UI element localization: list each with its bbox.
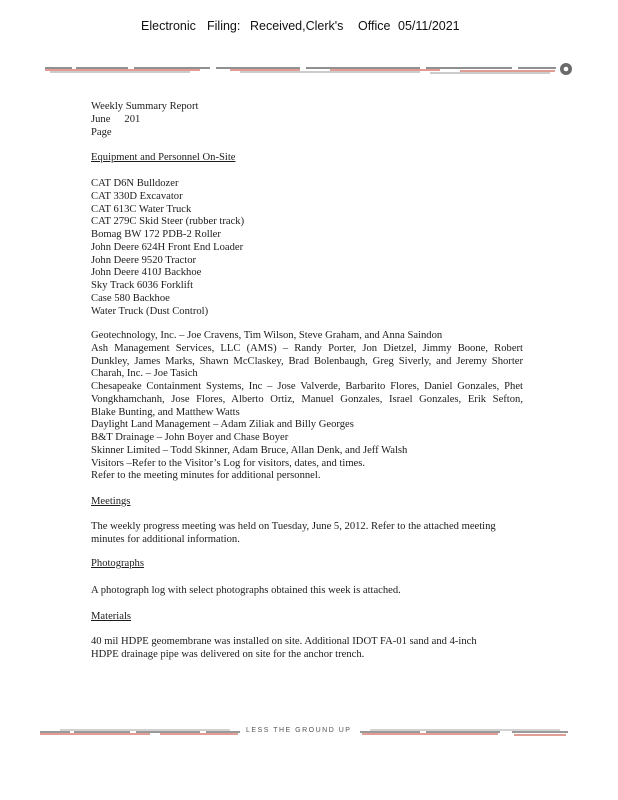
personnel-line: Blake Bunting, and Matthew Watts: [91, 406, 240, 418]
section-title-materials: Materials: [91, 611, 132, 622]
report-header: [91, 101, 523, 139]
personnel-line: Geotechnology, Inc. – Joe Cravens, Tim Wilson, Steve Graham, and Anna Saindon: [91, 330, 443, 341]
stamp-filing: Filing:: [207, 19, 241, 33]
personnel-line: Refer to the meeting minutes for additional personnel.: [91, 470, 321, 482]
equipment-item: Sky Track 6036 Forklift: [91, 280, 194, 291]
personnel-line: Daylight Land Management – Adam Ziliak and Billy Georges: [91, 419, 354, 431]
report-page-label: Page: [91, 126, 112, 138]
paragraph-line: The weekly progress meeting was held on Tuesday, June 5, 2012. Refer to the attached meeting: [91, 521, 496, 532]
equipment-item: CAT D6N Bulldozer: [91, 178, 179, 189]
top-scan-rule: [0, 60, 618, 80]
stamp-received: Received,Clerk's: [250, 19, 344, 33]
equipment-item: Case 580 Backhoe: [91, 292, 170, 304]
report-year: 201: [124, 113, 141, 125]
equipment-section-heading: [91, 152, 523, 165]
personnel-line: Skinner Limited – Todd Skinner, Adam Bruce, Allan Denk, and Jeff Walsh: [91, 444, 408, 456]
meetings-heading: [91, 496, 523, 509]
personnel-line: B&T Drainage – John Boyer and Chase Boyer: [91, 432, 289, 443]
section-title-equipment: Equipment and Personnel On-Site: [91, 152, 236, 163]
stamp-date: 05/11/2021: [398, 19, 460, 33]
personnel-line: Visitors –Refer to the Visitor’s Log for visitors, dates, and times.: [91, 457, 366, 469]
paragraph-line: minutes for additional information.: [91, 533, 240, 545]
photographs-paragraph: [91, 585, 523, 598]
equipment-item: John Deere 9520 Tractor: [91, 254, 197, 266]
section-title-photographs: Photographs: [91, 558, 144, 569]
paragraph-line: A photograph log with select photographs obtained this week is attached.: [91, 585, 401, 596]
personnel-line: Chesapeake Containment Systems, Inc – Jose Valverde, Barbarito Flores, Daniel Gonzales, Phet: [91, 381, 523, 392]
section-title-meetings: Meetings: [91, 496, 131, 507]
equipment-item: John Deere 624H Front End Loader: [91, 241, 244, 253]
equipment-item: John Deere 410J Backhoe: [91, 267, 202, 279]
equipment-item: Bomag BW 172 PDB-2 Roller: [91, 229, 221, 240]
materials-paragraph: [91, 636, 523, 662]
equipment-list: [91, 178, 523, 318]
equipment-item: CAT 613C Water Truck: [91, 203, 192, 215]
report-title: Weekly Summary Report: [91, 101, 199, 112]
report-month: June: [91, 113, 111, 125]
personnel-line: Charah, Inc. – Joe Tasich: [91, 368, 198, 380]
equipment-item: CAT 330D Excavator: [91, 190, 183, 202]
paragraph-line: 40 mil HDPE geomembrane was installed on site. Additional IDOT FA-01 sand and 4-inch: [91, 636, 477, 647]
equipment-item: Water Truck (Dust Control): [91, 305, 209, 317]
footer-faded-text: LESS THE GROUND UP: [246, 727, 352, 734]
stamp-electronic: Electronic: [141, 19, 196, 33]
meetings-paragraph: [91, 521, 523, 547]
personnel-list: [91, 330, 523, 483]
personnel-line: Ash Management Services, LLC (AMS) – Randy Porter, Jon Dietzel, Jimmy Boone, Robert: [91, 342, 523, 354]
filing-stamp: [0, 19, 618, 37]
photographs-heading: [91, 558, 523, 571]
materials-heading: [91, 611, 523, 624]
equipment-item: CAT 279C Skid Steer (rubber track): [91, 216, 245, 228]
personnel-line: Vongkhamchanh, Jose Flores, Alberto Ortiz, Manuel Gonzales, Israel Gonzales, Erik Sefton,: [91, 393, 523, 405]
paragraph-line: HDPE drainage pipe was delivered on site for the anchor trench.: [91, 648, 365, 660]
stamp-office: Office: [358, 19, 391, 33]
personnel-line: Dunkley, James Marks, Shawn McClaskey, Brad Bolenbaugh, Greg Siverly, and Jeremy Shorter: [91, 355, 523, 367]
report-date-line: [91, 114, 523, 127]
